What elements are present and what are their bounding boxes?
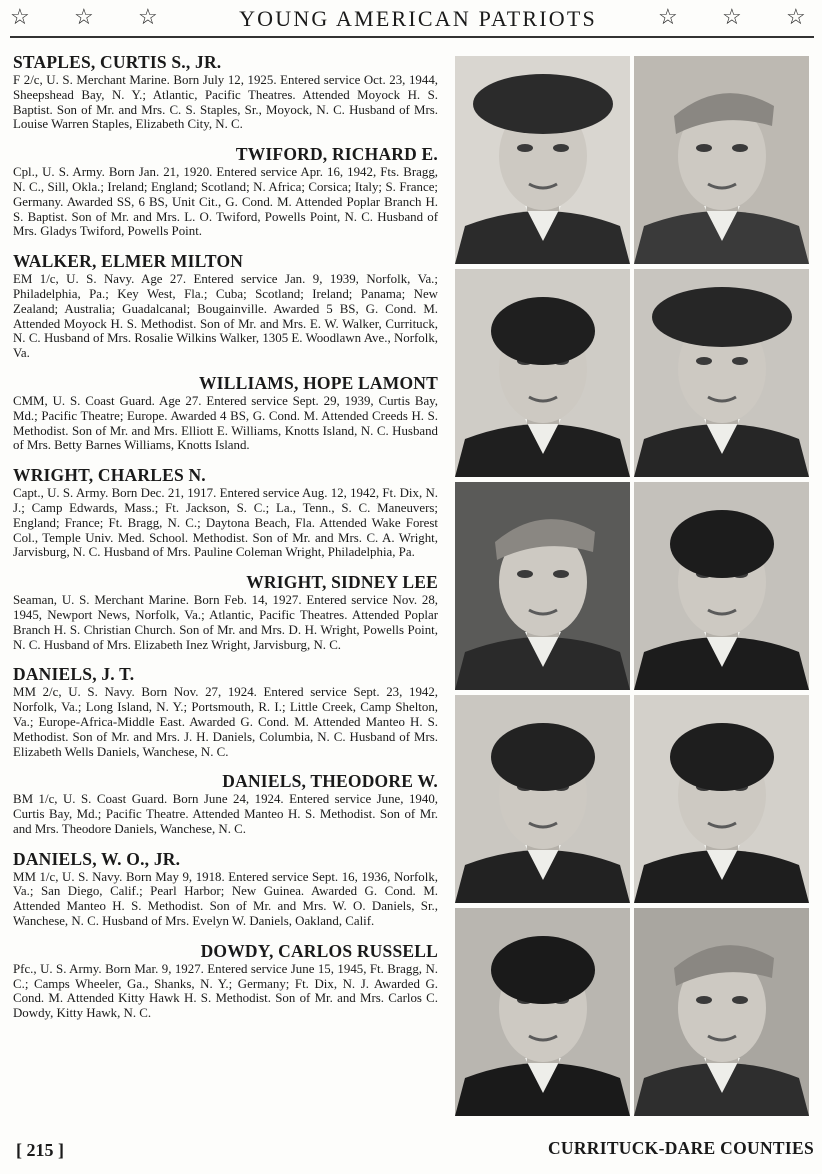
entry-name: DANIELS, THEODORE W. — [222, 771, 438, 792]
star-icon: ☆ — [786, 5, 806, 30]
star-icon: ☆ — [10, 5, 30, 30]
entry-name: WRIGHT, SIDNEY LEE — [246, 572, 438, 593]
officer-cap-icon — [652, 287, 792, 347]
portrait-icon — [455, 56, 630, 264]
page-header — [8, 2, 814, 38]
biography-column — [13, 52, 438, 1033]
entry-name: DANIELS, W. O., JR. — [13, 848, 181, 869]
header-rule — [10, 36, 814, 38]
entry-bio: F 2/c, U. S. Merchant Marine. Born July 12, 1925. Entered service Oct. 23, 1944, Sheepshead Bay, N. Y.; Atlantic, Pacific Theatres. Attended Moyock H. S. Baptist. Son of Mr. and Mrs. C. S. Staples, Sr., Moyock, N. C. Husband of Mrs. Louise Warren Staples, Elizabeth City, N. C. — [13, 73, 438, 132]
running-title: YOUNG AMERICAN PATRIOTS — [239, 6, 597, 31]
portrait-photo — [634, 269, 809, 477]
hair-icon — [670, 723, 774, 791]
hair-icon — [491, 723, 595, 791]
biography-entry — [13, 251, 438, 361]
hair-icon — [491, 936, 595, 1004]
entry-bio: Cpl., U. S. Army. Born Jan. 21, 1920. Entered service Apr. 16, 1942, Fts. Bragg, N. C., Sill, Okla.; Ireland; England; Scotland; N. Africa; Corsica; Italy; S. France; Germany. Awarded SS, 6 BS, Unit Cit., G. Cond. M. Attended Poplar Branch H. S. Baptist. Son of Mr. and Mrs. L. O. Twiford, Powells Point, N. C. Husband of Mrs. Gladys Twiford, Powells Point. — [13, 165, 438, 239]
entry-bio: Pfc., U. S. Army. Born Mar. 9, 1927. Entered service June 15, 1945, Ft. Bragg, N. C.; Camps Wheeler, Ga., Shanks, N. Y.; Germany; Ft. Dix, N. J. Awarded G. Cond. M. Attended Kitty Hawk H. S. Methodist. Son of Mr. and Mrs. Carlos C. Dowdy, Kitty Hawk, N. C. — [13, 961, 438, 1021]
star-icon: ☆ — [658, 5, 678, 30]
portrait-icon — [455, 695, 630, 903]
entry-name: STAPLES, CURTIS S., JR. — [13, 52, 222, 72]
star-icon: ☆ — [138, 5, 158, 30]
entry-bio: MM 1/c, U. S. Navy. Born May 9, 1918. Entered service Sept. 16, 1936, Norfolk, Va.; San Diego, Calif.; Pearl Harbor; New Guinea. Awarded G. Cond. M. Attended Manteo H. S. Methodist. Son of Mr. and Mrs. W. O. Daniels, Sr., Wanchese, N. C. Husband of Mrs. Evelyn W. Daniels, Oakland, Calif. — [13, 869, 438, 929]
entry-bio: CMM, U. S. Coast Guard. Age 27. Entered service Sept. 29, 1939, Curtis Bay, Md.; Pacific Theatre; Europe. Awarded 4 BS, G. Cond. M. Attended Creeds H. S. Methodist. Son of Mr. and Mrs. Elliott E. Williams, Knotts Island, N. C. Husband of Mrs. Betty Barnes Williams, Knotts Island. — [13, 393, 438, 453]
entry-name: DANIELS, J. T. — [13, 664, 135, 685]
portrait-photo — [455, 695, 630, 903]
biography-entry — [13, 572, 438, 652]
portrait-icon — [455, 482, 630, 690]
portrait-photo — [455, 908, 630, 1116]
entry-name: WRIGHT, CHARLES N. — [13, 465, 206, 486]
hair-icon — [670, 510, 774, 578]
star-icon: ☆ — [74, 5, 94, 30]
hair-icon — [491, 297, 595, 365]
portrait-icon — [634, 695, 809, 903]
section-title: CURRITUCK-DARE COUNTIES — [547, 1138, 814, 1158]
star-icon: ☆ — [722, 5, 742, 30]
biography-entry — [13, 144, 438, 239]
portrait-icon — [634, 908, 809, 1116]
biography-entry — [13, 849, 438, 929]
portrait-photo — [634, 908, 809, 1116]
portrait-icon — [455, 908, 630, 1116]
portrait-photo — [634, 56, 809, 264]
biography-entry — [13, 664, 438, 759]
entry-name: TWIFORD, RICHARD E. — [235, 144, 438, 165]
officer-cap-icon — [473, 74, 613, 134]
portrait-icon — [634, 56, 809, 264]
entry-name: WALKER, ELMER MILTON — [13, 251, 244, 272]
biography-entry — [13, 465, 438, 560]
portrait-photo — [455, 56, 630, 264]
portrait-photo — [455, 269, 630, 477]
portrait-photo — [455, 482, 630, 690]
entry-bio: Capt., U. S. Army. Born Dec. 21, 1917. Entered service Aug. 12, 1942, Ft. Dix, N. J.; Camp Edwards, Mass.; Ft. Jackson, S. C.; La., Tenn., S. C. Maneuvers; England; France; Ft. Bragg, N. C.; Daytona Beach, Fla. Attended Wake Forest Col., Temple Univ. Med. School. Methodist. Son of Mr. and Mrs. C. A. Wright, Jarvisburg, N. C. Husband of Mrs. Pauline Coleman Wright, Philadelphia, Pa. — [13, 486, 438, 560]
entry-name: DOWDY, CARLOS RUSSELL — [200, 940, 438, 961]
entry-bio: EM 1/c, U. S. Navy. Age 27. Entered service Jan. 9, 1939, Norfolk, Va.; Philadelphia, Pa.; Key West, Fla.; Cuba; Scotland; Ireland; Panama; New Zealand; Australia; Guadalcanal; Bougainville. Awarded 5 BS, G. Cond. M. Attended Moyock H. S. Methodist. Son of Mr. and Mrs. E. W. Walker, Currituck, N. C. Husband of Mrs. Rosalie Wilkins Walker, 1305 E. Woodlawn Ave., Norfolk, Va. — [13, 272, 438, 361]
page-number: [ 215 ] — [16, 1140, 64, 1160]
portrait-icon — [634, 482, 809, 690]
entry-bio: BM 1/c, U. S. Coast Guard. Born June 24, 1924. Entered service June, 1940, Curtis Bay, Md.; Pacific Theatre. Attended Manteo H. S. Methodist. Son of Mr. and Mrs. Theodore Daniels, Wanchese, N. C. — [13, 792, 438, 836]
portrait-photo — [634, 695, 809, 903]
biography-entry — [13, 373, 438, 453]
portrait-photo — [634, 482, 809, 690]
portrait-icon — [634, 269, 809, 477]
entry-bio: Seaman, U. S. Merchant Marine. Born Feb. 14, 1927. Entered service Nov. 28, 1945, Newport News, Norfolk, Va.; Atlantic, Pacific Theatres. Attended Poplar Branch H. S. Christian Church. Son of Mr. and Mrs. D. H. Wright, Powells Point, N. C. Husband of Mrs. Elizabeth Inez Wright, Jarvisburg, N. C. — [13, 593, 438, 652]
entry-bio: MM 2/c, U. S. Navy. Born Nov. 27, 1924. Entered service Sept. 23, 1942, Norfolk, Va.; Long Island, N. Y.; Portsmouth, R. I.; Little Creek, Camp Shelton, Va.; Europe-Africa-Middle East. Awarded G. Cond. M. Attended Manteo H. S. Methodist. Son of Mr. and Mrs. J. H. Daniels, Columbia, N. C. Husband of Mrs. Elizabeth Wells Daniels, Wanchese, N. C. — [13, 685, 438, 759]
biography-entry — [13, 941, 438, 1021]
biography-entry — [13, 52, 438, 132]
entry-name: WILLIAMS, HOPE LAMONT — [198, 372, 438, 393]
portrait-icon — [455, 269, 630, 477]
biography-entry — [13, 771, 438, 836]
